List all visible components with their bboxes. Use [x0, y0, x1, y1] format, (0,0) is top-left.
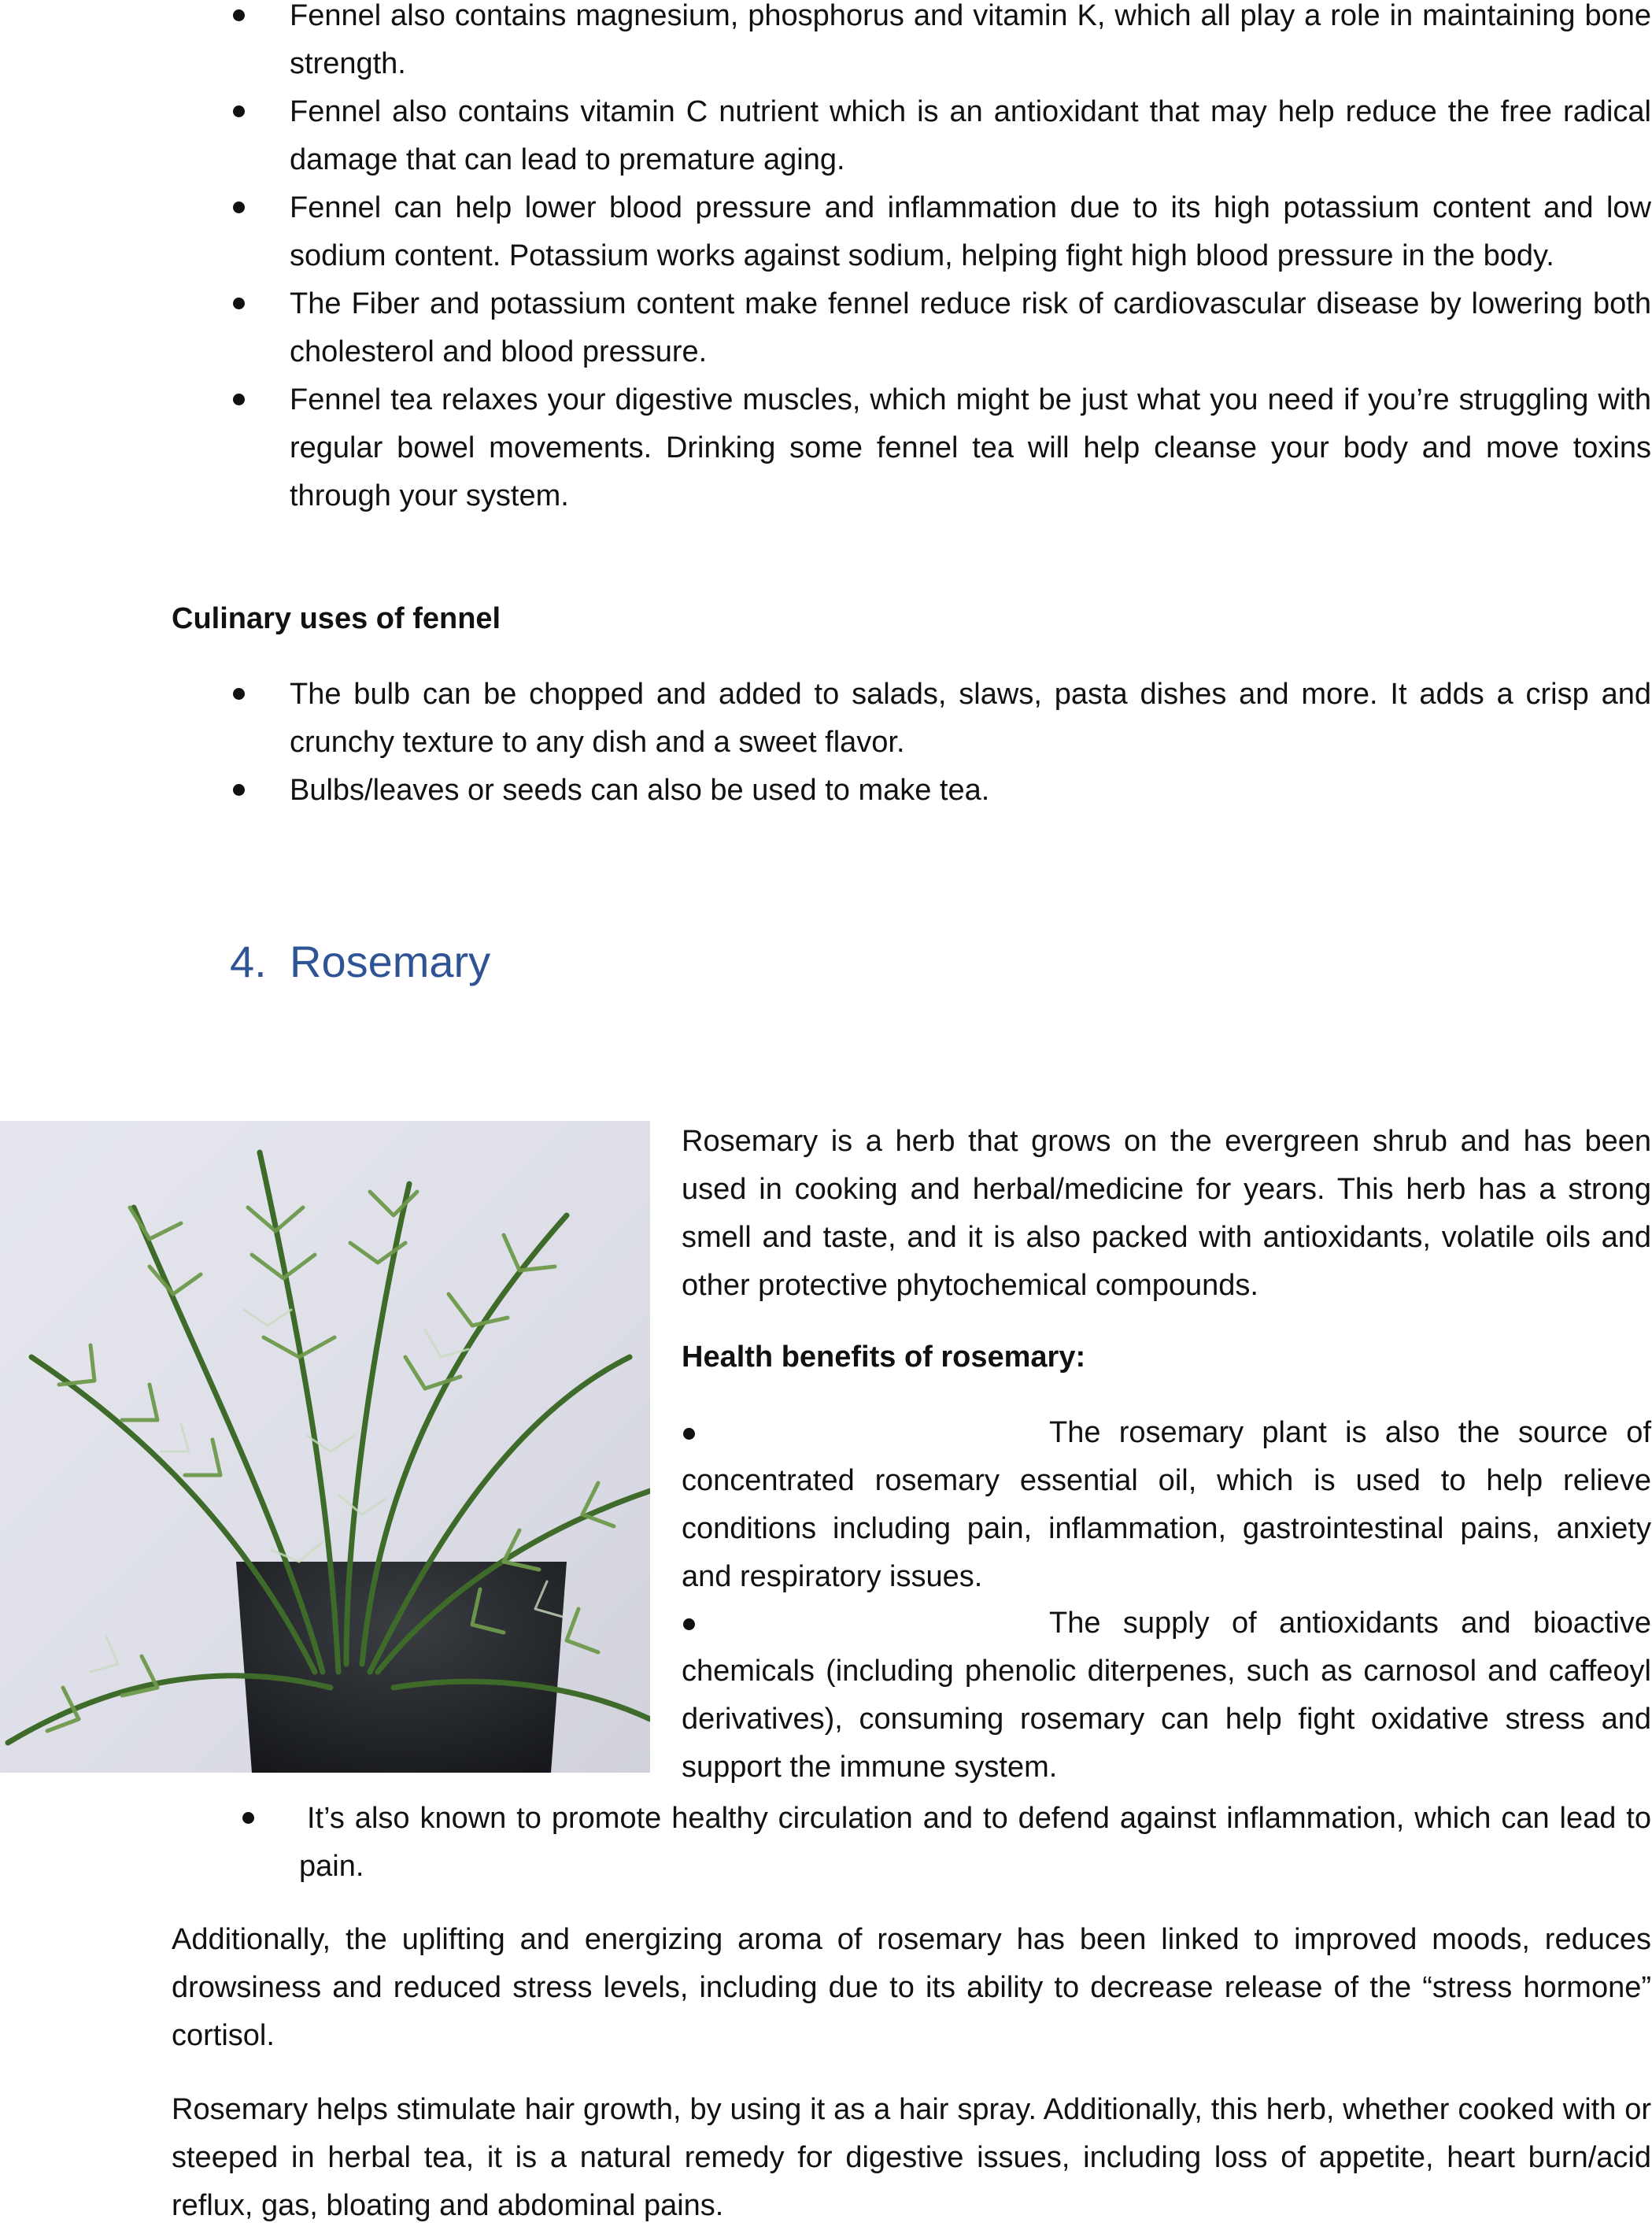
benefits-heading: Health benefits of rosemary: — [682, 1341, 1086, 1374]
bullet-icon — [233, 688, 245, 700]
list-item — [0, 671, 1651, 767]
bullet-icon — [233, 9, 245, 21]
fennel-benefits-list — [0, 0, 1652, 520]
list-item — [0, 376, 1651, 520]
list-item-text: The Fiber and potassium content make fennel reduce risk of cardiovascular disease by lowering both cholesterol and blood pressure. — [290, 287, 1651, 368]
list-item — [0, 767, 1651, 815]
list-item-text: The rosemary plant is also the source of concentrated rosemary essential oil, which is used to help relieve conditions including pain, inflammation, gastrointestinal pains, anxiety and respiratory issues. — [682, 1416, 1651, 1593]
bullet-icon — [233, 784, 245, 796]
bullet-icon — [683, 1618, 695, 1630]
list-item-text: Fennel also contains magnesium, phosphorus and vitamin K, which all play a role in maintaining bone strength. — [290, 0, 1651, 80]
list-item — [0, 184, 1651, 280]
list-item-text: Bulbs/leaves or seeds can also be used to make tea. — [290, 774, 990, 807]
culinary-heading: Culinary uses of fennel — [172, 602, 501, 635]
bullet-icon — [233, 394, 245, 405]
hair-growth-paragraph: Rosemary helps stimulate hair growth, by using it as a hair spray. Additionally, this herb, whether cooked with or steeped in herbal tea, it is a natural remedy for digestive issues, including loss of appetite, heart burn/acid reflux, gas, bloating and abdominal pains. — [172, 2093, 1651, 2222]
list-item-text: Fennel can help lower blood pressure and inflammation due to its high potassium content and low sodium content. Potassium works against sodium, helping fight high blood pressure in the body. — [290, 191, 1651, 272]
list-item-text: The bulb can be chopped and added to salads, slaws, pasta dishes and more. It adds a crisp and crunchy texture to any dish and a sweet flavor. — [290, 678, 1651, 759]
list-item — [0, 1795, 1652, 1891]
bullet-icon — [233, 105, 245, 117]
bullet-icon — [242, 1812, 254, 1824]
list-item — [682, 1599, 1651, 1792]
rosemary-plant-photo — [0, 1121, 650, 1773]
rosemary-intro-paragraph: Rosemary is a herb that grows on the evergreen shrub and has been used in cooking and herbal/medicine for years. This herb has a strong smell and taste, and it is also packed with antioxidants, volatile oils and other protective phytochemical compounds. — [682, 1125, 1651, 1302]
list-item — [0, 0, 1651, 88]
section-heading — [230, 930, 490, 993]
culinary-uses-list — [0, 671, 1652, 815]
list-item-text: Fennel also contains vitamin C nutrient which is an antioxidant that may help reduce the free radical damage that can lead to premature aging. — [290, 95, 1651, 176]
mood-paragraph: Additionally, the uplifting and energizing aroma of rosemary has been linked to improved moods, reduces drowsiness and reduced stress levels, including due to its ability to decrease release of the “stress hormone” cortisol. — [172, 1923, 1651, 2052]
list-item-text: It’s also known to promote healthy circulation and to defend against inflammation, which can lead to pain. — [299, 1802, 1651, 1883]
section-title: Rosemary — [290, 937, 491, 986]
bullet-icon — [683, 1428, 695, 1440]
bullet-icon — [233, 298, 245, 309]
list-item — [0, 88, 1651, 184]
list-item-text: The supply of antioxidants and bioactive chemicals (including phenolic diterpenes, such as carnosol and caffeoyl derivatives), consuming rosemary can help fight oxidative stress and support the immune system. — [682, 1607, 1651, 1784]
list-item — [682, 1409, 1651, 1601]
bullet-icon — [233, 202, 245, 213]
list-item-text: Fennel tea relaxes your digestive muscles, which might be just what you need if you’re struggling with regular bowel movements. Drinking some fennel tea will help cleanse your body and move toxins through your system. — [290, 383, 1651, 512]
list-item — [0, 280, 1651, 376]
section-number: 4. — [230, 937, 267, 986]
